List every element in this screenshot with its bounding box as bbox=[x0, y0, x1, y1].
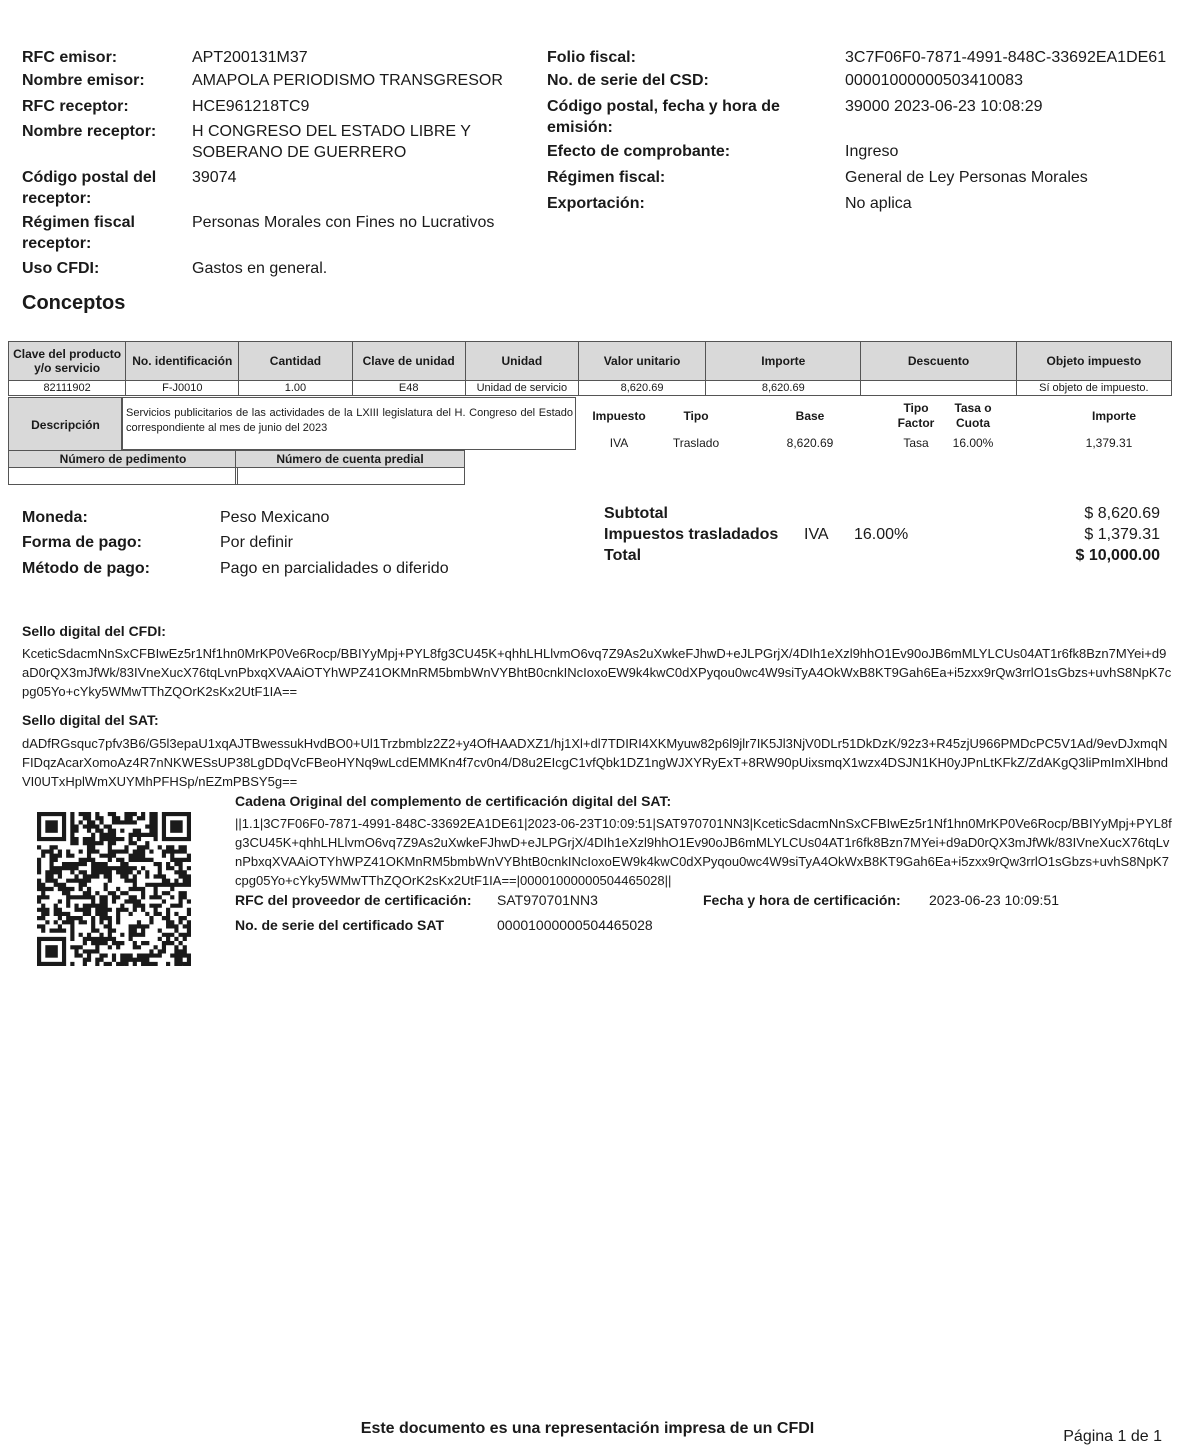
tax-head-tipo: Tipo bbox=[683, 409, 709, 423]
cadena-label: Cadena Original del complemento de certificación digital del SAT: bbox=[235, 793, 672, 809]
fecha-certificacion-label: Fecha y hora de certificación: bbox=[703, 892, 901, 908]
col-descuento: Descuento bbox=[861, 342, 1016, 381]
folio-fiscal-label: Folio fiscal: bbox=[547, 49, 636, 66]
nombre-emisor-label: Nombre emisor: bbox=[22, 72, 145, 89]
subtotal-value: $ 8,620.69 bbox=[1084, 505, 1160, 522]
nombre-receptor-value: H CONGRESO DEL ESTADO LIBRE Y SOBERANO DE GUERRERO bbox=[192, 123, 471, 161]
tax-head-base: Base bbox=[795, 409, 825, 423]
col-clave-unidad: Clave de unidad bbox=[352, 342, 465, 381]
qr-code-icon bbox=[37, 812, 191, 966]
serie-csd-value: 00001000000503410083 bbox=[845, 72, 1023, 89]
rfc-proveedor-label: RFC del proveedor de certificación: bbox=[235, 892, 472, 908]
tax-impuesto: IVA bbox=[609, 436, 629, 450]
forma-pago-value: Por definir bbox=[220, 534, 293, 551]
footer-note: Este documento es una representación impresa de un CFDI bbox=[360, 1420, 815, 1437]
cell-objeto-impuesto: Sí objeto de impuesto. bbox=[1016, 381, 1171, 396]
impuestos-tasa: 16.00% bbox=[854, 526, 909, 543]
rfc-proveedor-value: SAT970701NN3 bbox=[497, 892, 598, 908]
rfc-receptor-value: HCE961218TC9 bbox=[192, 98, 310, 115]
impuestos-value: $ 1,379.31 bbox=[1084, 526, 1160, 543]
cp-receptor-label: Código postal del receptor: bbox=[22, 169, 157, 207]
col-valor-unitario: Valor unitario bbox=[578, 342, 705, 381]
serie-sat-label: No. de serie del certificado SAT bbox=[235, 917, 445, 933]
conceptos-header-row bbox=[9, 342, 1172, 381]
col-objeto-impuesto: Objeto impuesto bbox=[1016, 342, 1171, 381]
cell-unidad: Unidad de servicio bbox=[465, 381, 578, 396]
efecto-value: Ingreso bbox=[845, 143, 899, 160]
page-number: Página 1 de 1 bbox=[1063, 1428, 1162, 1445]
cell-clave-producto: 82111902 bbox=[9, 381, 126, 396]
fecha-certificacion-value: 2023-06-23 10:09:51 bbox=[929, 892, 1059, 908]
efecto-label: Efecto de comprobante: bbox=[547, 143, 731, 160]
total-value: $ 10,000.00 bbox=[1075, 547, 1160, 564]
emision-value: 39000 2023-06-23 10:08:29 bbox=[845, 98, 1043, 115]
total-label: Total bbox=[604, 547, 642, 564]
rfc-emisor-label: RFC emisor: bbox=[22, 49, 118, 66]
serie-sat-value: 00001000000504465028 bbox=[497, 917, 653, 933]
nombre-receptor-label: Nombre receptor: bbox=[22, 123, 157, 140]
tax-tipo-factor: Tasa bbox=[903, 436, 929, 450]
predial-value-cell bbox=[235, 467, 465, 485]
regimen-fiscal-label: Régimen fiscal: bbox=[547, 169, 666, 186]
nombre-emisor-value: AMAPOLA PERIODISMO TRANSGRESOR bbox=[192, 72, 503, 89]
col-unidad: Unidad bbox=[465, 342, 578, 381]
table-row bbox=[9, 381, 1172, 396]
impuestos-label: Impuestos trasladados bbox=[604, 526, 779, 543]
uso-cfdi-label: Uso CFDI: bbox=[22, 260, 100, 277]
uso-cfdi-value: Gastos en general. bbox=[192, 260, 328, 277]
cp-receptor-value: 39074 bbox=[192, 169, 237, 186]
moneda-value: Peso Mexicano bbox=[220, 509, 330, 526]
exportacion-value: No aplica bbox=[845, 195, 912, 212]
pedimento-label: Número de pedimento bbox=[8, 450, 238, 468]
cadena-text: ||1.1|3C7F06F0-7871-4991-848C-33692EA1DE61|2023-06-23T10:09:51|SAT970701NN3|KceticSdacmNnSxCFBIwEz5r1Nf1hn0MrKP0Ve6Rocp/BBIYyMpj+PYL8fg3CU45K+qhhLHLlvmO6vq7Z9As2uXwkeFJhwD+eJLPGrjX/4DIh1eXzl9hhO1Ev90oJB6mMLYLCUs04AT1r6fk8Bzn7MYei+d9aD0rQX3mJfWk/83IVneXucX76tqLvnPbxqXVAAiOTYhWPZ41OKMnRM5bmbWnVYBhtB0cnkINcIoxoEW9k4kwC0dXPyqou0wc4W9siTyA4OkWxB8KT9Gah6Ea+i5zxx9rQw3rrlO1sGbzs+uvhS8NpK7cpg05Yo+cYky5WMwTThZQOrK2sKx2UtF1IA==|00001000000504465028|| bbox=[235, 816, 1172, 888]
col-cantidad: Cantidad bbox=[239, 342, 352, 381]
conceptos-table bbox=[8, 341, 1172, 396]
regimen-receptor-label: Régimen fiscal receptor: bbox=[22, 214, 135, 252]
cell-no-identificacion: F-J0010 bbox=[126, 381, 239, 396]
tax-tasa: 16.00% bbox=[952, 436, 994, 450]
sello-cfdi-text: KceticSdacmNnSxCFBIwEz5r1Nf1hn0MrKP0Ve6Rocp/BBIYyMpj+PYL8fg3CU45K+qhhLHLlvmO6vq7Z9As2uXwkeFJhwD+eJLPGrjX/4DIh1eXzl9hhO1Ev90oJB6mMLYLCUs04AT1r6fk8Bzn7MYei+d9aD0rQX3mJfWk/83IVneXucX76tqLvnPbxqXVAAiOTYhWPZ41OKMnRM5bmbWnVYBhtB0cnkINcIoxoEW9k4kwC0dXPyqou0wc4W9siTyA4OkWxB8KT9Gah6Ea+i5zxx9rQw3rrlO1sGbzs+uvhS8NpK7cpg05Yo+cYky5WMwTThZQOrK2sKx2UtF1IA== bbox=[22, 646, 1172, 699]
forma-pago-label: Forma de pago: bbox=[22, 534, 143, 551]
col-clave-producto: Clave del producto y/o servicio bbox=[9, 342, 126, 381]
exportacion-label: Exportación: bbox=[547, 195, 645, 212]
cell-valor-unitario: 8,620.69 bbox=[578, 381, 705, 396]
folio-fiscal-value: 3C7F06F0-7871-4991-848C-33692EA1DE61 bbox=[845, 49, 1167, 66]
tax-importe: 1,379.31 bbox=[1085, 436, 1133, 450]
descripcion-text: Servicios publicitarios de las actividades de la LXIII legislatura del H. Congreso del Estado correspondiente al mes de junio del 2023 bbox=[121, 397, 576, 450]
serie-csd-label: No. de serie del CSD: bbox=[547, 72, 709, 89]
emision-label: Código postal, fecha y hora de emisión: bbox=[547, 98, 780, 136]
col-importe: Importe bbox=[706, 342, 861, 381]
rfc-receptor-label: RFC receptor: bbox=[22, 98, 129, 115]
moneda-label: Moneda: bbox=[22, 509, 88, 526]
cell-clave-unidad: E48 bbox=[352, 381, 465, 396]
impuestos-tipo: IVA bbox=[804, 526, 829, 543]
metodo-pago-value: Pago en parcialidades o diferido bbox=[220, 560, 449, 577]
tax-head-tasa: Tasa o Cuota bbox=[954, 401, 992, 430]
sello-cfdi-label: Sello digital del CFDI: bbox=[22, 623, 166, 639]
tax-head-importe: Importe bbox=[1091, 409, 1136, 423]
sello-sat-label: Sello digital del SAT: bbox=[22, 712, 159, 728]
tax-tipo: Traslado bbox=[672, 436, 720, 450]
cell-cantidad: 1.00 bbox=[239, 381, 352, 396]
rfc-emisor-value: APT200131M37 bbox=[192, 49, 308, 66]
descripcion-label: Descripción bbox=[8, 397, 123, 452]
tax-head-tipo-factor: Tipo Factor bbox=[897, 401, 935, 430]
cell-importe: 8,620.69 bbox=[706, 381, 861, 396]
col-no-identificacion: No. identificación bbox=[126, 342, 239, 381]
sello-sat-text: dADfRGsquc7pfv3B6/G5l3epaU1xqAJTBwessukHvdBO0+Ul1Trzbmblz2Z2+y4OfHAADXZ1/hj1Xl+dl7TDIRI4XKMyuw82p6l9jlr7IK5Jl3NjV0DLr51DkDzK/92z3+R45zjU966PMDcPC5V1Ad/9evDJxmqNFIDqzAcarXomoAz4R7nNKWESsUP38LgDDqVcFBeoHYNq9wLcdEMMKn4f7cv0n4/D8u2EIcgC1vfQbk1DZ1ngWJXYRyExT+8RW90pUixsmqX1wzx4DSJN1KH0yJPnLtKFkZ/ZdAKgQ3liPmImXlHbndVI0UTxHplWmXUYMhPFHSp/nEZmPBSY5g== bbox=[22, 736, 1168, 789]
cell-descuento bbox=[861, 381, 1016, 396]
subtotal-label: Subtotal bbox=[604, 505, 668, 522]
predial-label: Número de cuenta predial bbox=[235, 450, 465, 468]
tax-base: 8,620.69 bbox=[786, 436, 834, 450]
regimen-receptor-value: Personas Morales con Fines no Lucrativos bbox=[192, 214, 495, 231]
regimen-fiscal-value: General de Ley Personas Morales bbox=[845, 169, 1088, 186]
tax-head-impuesto: Impuesto bbox=[592, 409, 646, 423]
conceptos-title: Conceptos bbox=[22, 292, 126, 314]
metodo-pago-label: Método de pago: bbox=[22, 560, 150, 577]
pedimento-value-cell bbox=[8, 467, 238, 485]
